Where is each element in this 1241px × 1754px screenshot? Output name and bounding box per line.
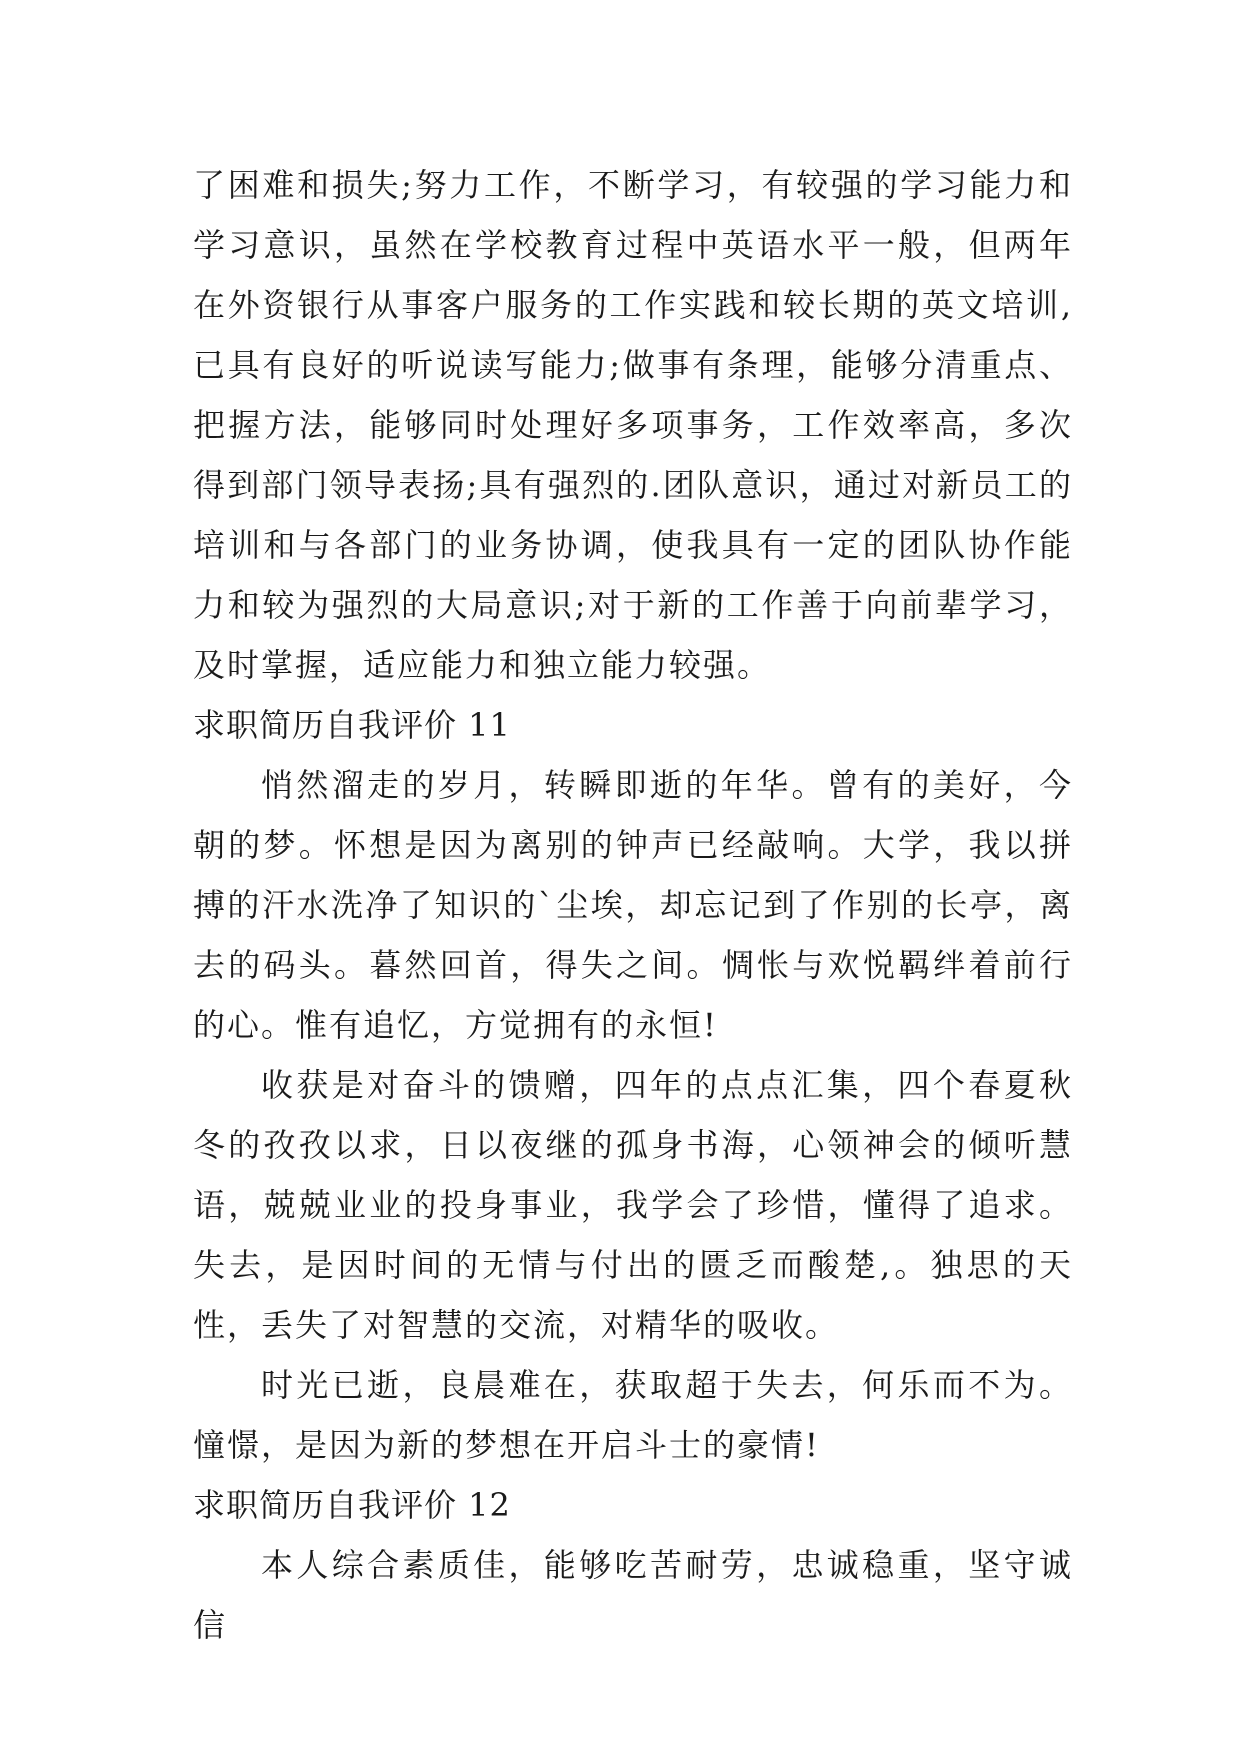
paragraph-continuation: 了困难和损失;努力工作，不断学习，有较强的学习能力和学习意识，虽然在学校教育过程中英语水平一般，但两年在外资银行从事客户服务的工作实践和较长期的英文培训,已具有良好的听说读写能力;做事有条理，能够分清重点、把握方法，能够同时处理好多项事务，工作效率高，多次得到部门领导表扬;具有强烈的.团队意识，通过对新员工的培训和与各部门的业务协调，使我具有一定的团队协作能力和较为强烈的大局意识;对于新的工作善于向前辈学习，及时掌握，适应能力和独立能力较强。 <box>193 166 1073 684</box>
paragraph-time: 时光已逝，良晨难在，获取超于失去，何乐而不为。憧憬，是因为新的梦想在开启斗士的豪情! <box>193 1366 1073 1464</box>
paragraph-years: 悄然溜走的岁月，转瞬即逝的年华。曾有的美好，今朝的梦。怀想是因为离别的钟声已经敲响。大学，我以拼搏的汗水洗净了知识的`尘埃，却忘记到了作别的长亭，离去的码头。暮然回首，得失之间。惆怅与欢悦羁绊着前行的心。惟有追忆，方觉拥有的永恒! <box>193 766 1073 1044</box>
paragraph-harvest: 收获是对奋斗的馈赠，四年的点点汇集，四个春夏秋冬的孜孜以求，日以夜继的孤身书海，心领神会的倾听慧语，兢兢业业的投身事业，我学会了珍惜，懂得了追求。失去，是因时间的无情与付出的匮乏而酸楚,。独思的天性，丢失了对智慧的交流，对精华的吸收。 <box>193 1066 1073 1344</box>
section-heading-12: 求职简历自我评价 12 <box>193 1486 511 1524</box>
document-body <box>193 155 1073 1655</box>
paragraph-qualities: 本人综合素质佳，能够吃苦耐劳，忠诚稳重，坚守诚信 <box>193 1546 1073 1644</box>
section-heading-11: 求职简历自我评价 11 <box>193 706 511 744</box>
